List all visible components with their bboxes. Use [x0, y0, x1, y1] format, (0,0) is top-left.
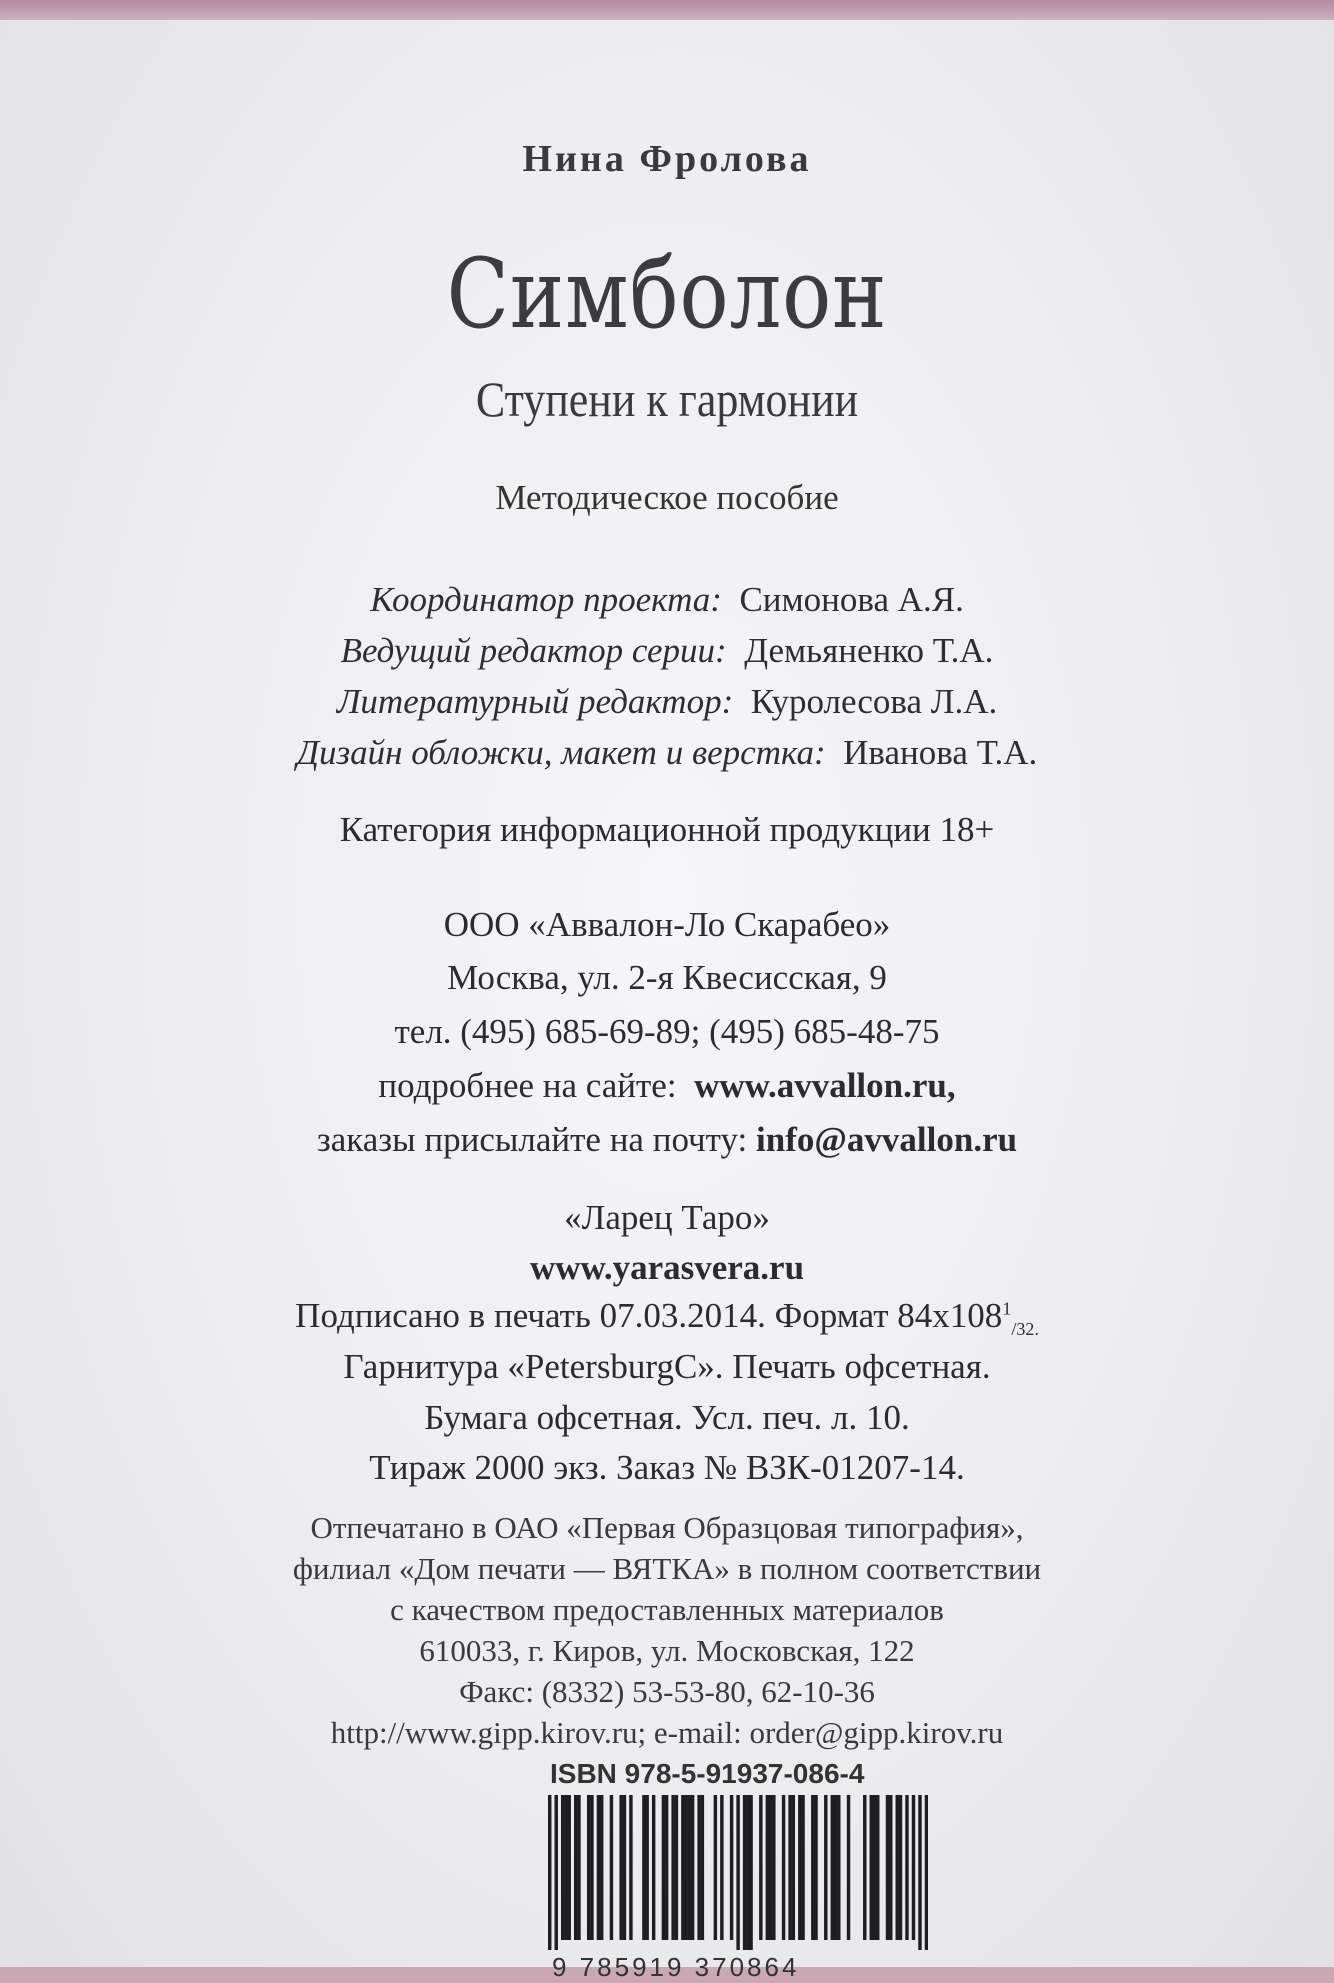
barcode-bar [642, 1795, 645, 1940]
barcode-bar [564, 1795, 567, 1940]
publisher-name: ООО «Аввалон-Ло Скарабео» [443, 905, 891, 944]
barcode-bar [671, 1795, 674, 1940]
barcode-bar [889, 1795, 892, 1940]
barcode-bar [697, 1795, 700, 1940]
mail-label: заказы присылайте на почту: [316, 1120, 748, 1159]
barcode-bar [743, 1795, 746, 1950]
book-page [0, 20, 1334, 1982]
barcode-bar [600, 1795, 603, 1940]
imprint-signed [0, 1296, 1334, 1340]
barcode-bar [548, 1795, 551, 1950]
publisher-site-link[interactable]: www.avvallon.ru, [694, 1066, 956, 1105]
barcode-bar [766, 1795, 769, 1940]
barcode-bar [675, 1795, 678, 1940]
barcode-bar [681, 1795, 684, 1940]
credit-role: Дизайн обложки, макет и верстка: [296, 733, 826, 772]
barcode-bar [759, 1795, 762, 1940]
printer-line[interactable]: http://www.gipp.kirov.ru; e-mail: order@gipp.kirov.ru [330, 1715, 1004, 1750]
barcode-bar [701, 1795, 704, 1940]
barcode-bar [831, 1795, 834, 1940]
credit-row [0, 682, 1334, 722]
barcode-bar [590, 1795, 593, 1940]
imprint-typeface: Гарнитура «PetersburgC». Печать офсетная. [343, 1347, 991, 1386]
credit-row [0, 733, 1334, 773]
barcode-bar [769, 1795, 772, 1940]
barcode-bar [814, 1795, 817, 1940]
credit-name: Симонова А.Я. [739, 580, 964, 619]
printer-line: филиал «Дом печати — ВЯТКА» в полном соответствии [292, 1551, 1042, 1586]
barcode-bar [899, 1795, 902, 1940]
book-title: Симболон [446, 238, 888, 350]
barcode-bar [688, 1795, 691, 1940]
barcode-bar [801, 1795, 804, 1940]
credit-role: Ведущий редактор серии: [340, 631, 727, 670]
barcode-bar [714, 1795, 717, 1940]
barcode-bar [847, 1795, 850, 1940]
barcode-bar [925, 1795, 928, 1950]
printer-line: 610033, г. Киров, ул. Московская, 122 [419, 1633, 915, 1668]
publisher-mail-line [0, 1120, 1334, 1160]
printer-line: с качеством предоставленных материалов [390, 1592, 944, 1627]
publisher-address: Москва, ул. 2-я Квесисская, 9 [447, 958, 887, 997]
barcode-bar [561, 1795, 564, 1940]
site-label: подробнее на сайте: [378, 1066, 677, 1105]
credit-row [0, 580, 1334, 620]
format-sup: 1 [1002, 1298, 1012, 1319]
imprint-print-run: Тираж 2000 экз. Заказ № ВЗК-01207-14. [369, 1448, 965, 1487]
barcode-bar [788, 1795, 791, 1940]
publisher-site-line [0, 1066, 1334, 1106]
barcode-bar [792, 1795, 795, 1940]
barcode-bar [824, 1795, 827, 1940]
imprint-paper: Бумага офсетная. Усл. печ. л. 10. [424, 1398, 910, 1437]
barcode-bar [629, 1795, 632, 1940]
publisher-phone: тел. (495) 685-69-89; (495) 685-48-75 [394, 1012, 940, 1051]
isbn-label: ISBN 978-5-91937-086-4 [550, 1758, 865, 1789]
barcode-bar [886, 1795, 889, 1940]
barcode-bar [574, 1795, 577, 1940]
credit-role: Литературный редактор: [336, 682, 734, 721]
barcode-digits: 9 785919 370864 [552, 1952, 800, 1982]
isbn-barcode [548, 1795, 928, 1950]
barcode-bar [837, 1795, 840, 1940]
credit-name: Иванова Т.А. [843, 733, 1038, 772]
barcode-bar [567, 1795, 570, 1940]
credit-name: Куролесова Л.А. [750, 682, 998, 721]
barcode-bar [782, 1795, 785, 1940]
series-site-link[interactable]: www.yarasvera.ru [529, 1248, 805, 1287]
barcode-bar [662, 1795, 665, 1940]
imprint-signed-text: Подписано в печать 07.03.2014. Формат 84x108 [295, 1296, 1003, 1335]
barcode-bar [577, 1795, 580, 1940]
barcode-bar [619, 1795, 622, 1940]
publisher-mail-link[interactable]: info@avvallon.ru [756, 1120, 1018, 1159]
series-name: «Ларец Таро» [564, 1198, 770, 1237]
credit-row [0, 631, 1334, 671]
barcode-bar [597, 1795, 600, 1940]
barcode-bar [652, 1795, 655, 1940]
barcode-bar [918, 1795, 921, 1950]
barcode-bar [691, 1795, 694, 1940]
barcode-bar [798, 1795, 801, 1940]
book-type: Методическое пособие [495, 478, 839, 517]
barcode-bar [863, 1795, 866, 1940]
barcode-bar [720, 1795, 723, 1940]
barcode-bar [555, 1795, 558, 1950]
printer-line: Отпечатано в ОАО «Первая Образцовая типография», [310, 1510, 1024, 1545]
barcode-bar [749, 1795, 752, 1950]
barcode-bar [623, 1795, 626, 1940]
barcode-bar [587, 1795, 590, 1940]
barcode-bar [905, 1795, 908, 1940]
barcode-bar [834, 1795, 837, 1940]
author-name: Нина Фролова [522, 138, 812, 180]
credit-name: Демьяненко Т.А. [744, 631, 994, 670]
barcode-bar [746, 1795, 749, 1950]
barcode-bar [684, 1795, 687, 1940]
credit-role: Координатор проекта: [370, 580, 722, 619]
barcode-bar [730, 1795, 733, 1940]
printer-line: Факс: (8332) 53-53-80, 62-10-36 [459, 1674, 875, 1709]
barcode-bar [665, 1795, 668, 1940]
age-category: Категория информационной продукции 18+ [339, 810, 995, 849]
barcode-bar [873, 1795, 876, 1940]
format-sub: /32. [1011, 1319, 1039, 1339]
barcode-bar [811, 1795, 814, 1940]
barcode-bar [912, 1795, 915, 1940]
barcode-bar [772, 1795, 775, 1940]
barcode-bar [876, 1795, 879, 1940]
barcode-bar [870, 1795, 873, 1940]
barcode-bar [896, 1795, 899, 1940]
barcode-bar [736, 1795, 739, 1950]
barcode-bar [645, 1795, 648, 1940]
barcode-bar [610, 1795, 613, 1940]
book-subtitle: Ступени к гармонии [475, 371, 859, 427]
